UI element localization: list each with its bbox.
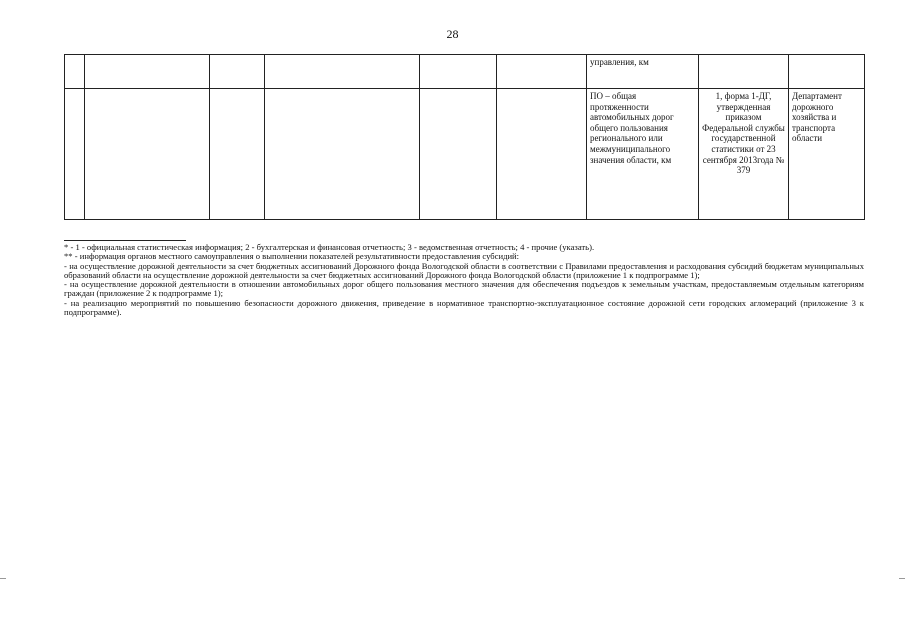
table-cell-empty [85,55,210,89]
table-cell-empty [85,89,210,220]
footnote-item-road-safety: - на реализацию мероприятий по повышению безопасности дорожного движения, приведение в нормативное транспортно-эксплуатационное состояние дорожной сети городских агломераций (приложение 3 к подпрограмме). [64,297,864,317]
table-cell-empty [497,89,587,220]
table-row [65,89,865,220]
table-cell-empty [420,55,497,89]
table-cell-empty [210,55,265,89]
table-cell-empty [65,55,85,89]
page-edge-mark [0,578,6,579]
footnote-item-road-fund: - на осуществление дорожной деятельности за счет бюджетных ассигнований Дорожного фонда Вологодской области в соответствии с Правилами предоставления и расходования субсидий бюджетам муниципальных образований области на осуществление дорожной деятельности за счет бюджетных ассигнований Дорожного фонда Вологодской области (приложение 1 к подпрограмме 1); [64,260,864,280]
footnote-local-authority-info: ** - информация органов местного самоуправления о выполнении показателей результативности предоставления субсидий: [64,251,520,262]
table-cell-empty [420,89,497,220]
table-row [65,55,865,89]
table-cell-empty [265,89,420,220]
footnote-divider [64,240,186,241]
footnote-item-land-access: - на осуществление дорожной деятельности в отношении автомобильных дорог общего пользования местного значения для обеспечения подъездов к земельным участкам, предоставляемым отдельным категориям граждан (приложение 2 к подпрограмме 1); [64,279,864,299]
footnote-source-types: * - 1 - официальная статистическая информация; 2 - бухгалтерская и финансовая отчетность; 3 - ведомственная отчетность; 4 - прочие (указать). [64,242,595,252]
table-cell-empty [789,55,865,89]
table-cell-empty [699,55,789,89]
table-cell-indicator: ПО – общая протяженности автомобильных дорог общего пользования регионального или межмуниципального значения области, км [587,89,699,220]
footnotes [64,243,864,317]
table-cell-empty [497,55,587,89]
table-cell-empty [265,55,420,89]
table-cell-responsible: Департамент дорожного хозяйства и транспорта области [789,89,865,220]
table-cell-empty [65,89,85,220]
table-cell-empty [210,89,265,220]
table-cell-unit: управления, км [587,55,699,89]
page-number: 28 [446,27,459,41]
page-edge-mark [899,578,905,579]
table-cell-source: 1, форма 1-ДГ, утвержденная приказом Федеральной службы государственной статистики от 23 сентября 2013года № 379 [699,89,789,220]
indicator-table [64,54,865,220]
